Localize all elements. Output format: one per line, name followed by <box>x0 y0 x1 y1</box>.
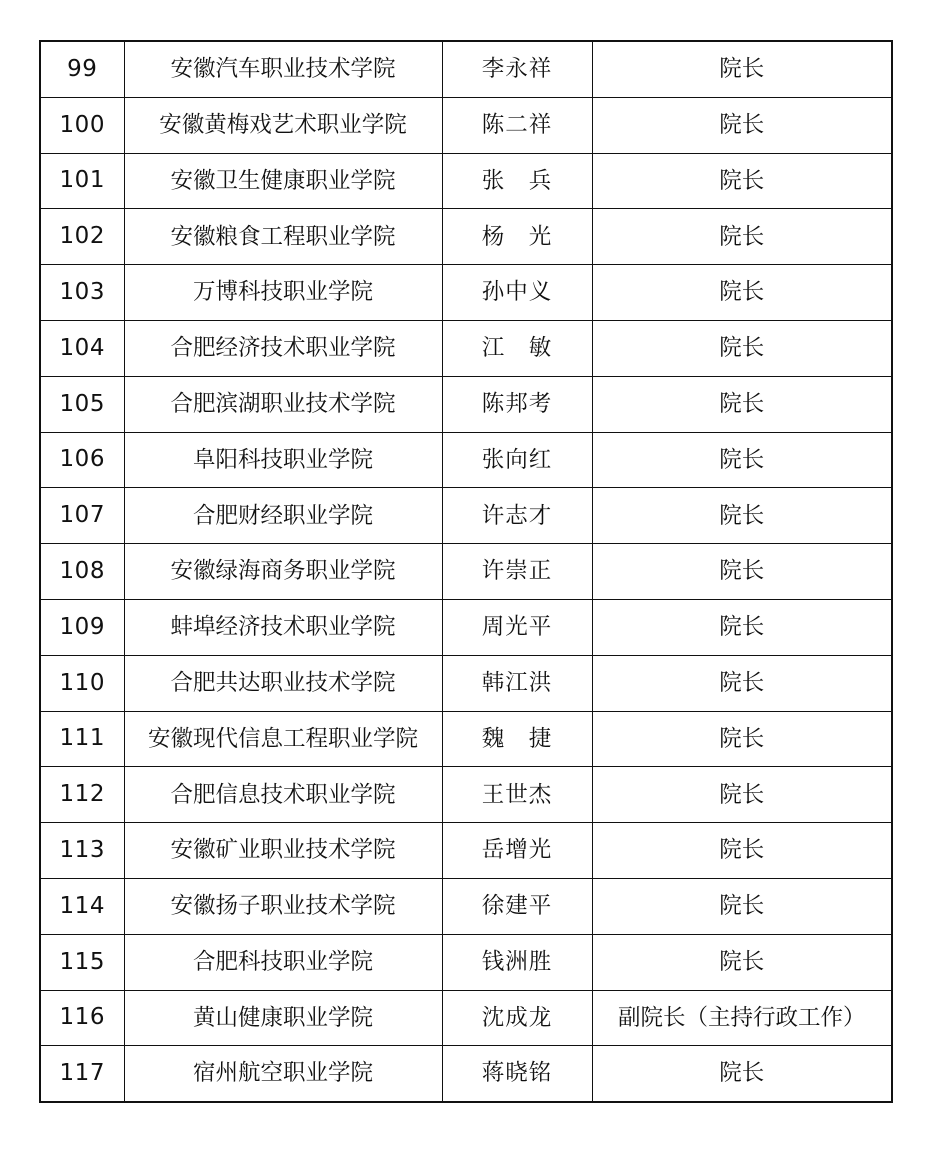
table-row <box>40 97 892 153</box>
person-name-cell: 李永祥 <box>442 41 592 97</box>
position-cell: 院长 <box>592 153 892 209</box>
person-name-cell: 陈二祥 <box>442 97 592 153</box>
person-name-cell: 岳增光 <box>442 823 592 879</box>
table-row <box>40 265 892 321</box>
school-name-cell: 合肥信息技术职业学院 <box>124 767 442 823</box>
person-name-cell: 蒋晓铭 <box>442 1046 592 1102</box>
table-row <box>40 655 892 711</box>
table-body <box>40 41 892 1102</box>
school-name-cell: 安徽现代信息工程职业学院 <box>124 711 442 767</box>
row-number-cell: 112 <box>40 767 124 823</box>
row-number-cell: 109 <box>40 599 124 655</box>
school-name-cell: 合肥科技职业学院 <box>124 934 442 990</box>
position-cell: 院长 <box>592 767 892 823</box>
position-cell: 院长 <box>592 544 892 600</box>
person-name-cell: 钱洲胜 <box>442 934 592 990</box>
row-number-cell: 107 <box>40 488 124 544</box>
school-name-cell: 安徽扬子职业技术学院 <box>124 878 442 934</box>
school-name-cell: 合肥经济技术职业学院 <box>124 320 442 376</box>
principal-roster-table <box>39 40 893 1103</box>
position-cell: 院长 <box>592 655 892 711</box>
position-cell: 院长 <box>592 320 892 376</box>
person-name-cell: 江 敏 <box>442 320 592 376</box>
school-name-cell: 安徽矿业职业技术学院 <box>124 823 442 879</box>
person-name-cell: 魏 捷 <box>442 711 592 767</box>
position-cell: 副院长（主持行政工作） <box>592 990 892 1046</box>
school-name-cell: 安徽黄梅戏艺术职业学院 <box>124 97 442 153</box>
person-name-cell: 许崇正 <box>442 544 592 600</box>
position-cell: 院长 <box>592 1046 892 1102</box>
table-row <box>40 376 892 432</box>
person-name-cell: 沈成龙 <box>442 990 592 1046</box>
row-number-cell: 102 <box>40 209 124 265</box>
person-name-cell: 周光平 <box>442 599 592 655</box>
row-number-cell: 101 <box>40 153 124 209</box>
school-name-cell: 安徽汽车职业技术学院 <box>124 41 442 97</box>
row-number-cell: 113 <box>40 823 124 879</box>
position-cell: 院长 <box>592 265 892 321</box>
row-number-cell: 104 <box>40 320 124 376</box>
school-name-cell: 万博科技职业学院 <box>124 265 442 321</box>
table-row <box>40 934 892 990</box>
position-cell: 院长 <box>592 209 892 265</box>
school-name-cell: 宿州航空职业学院 <box>124 1046 442 1102</box>
position-cell: 院长 <box>592 488 892 544</box>
row-number-cell: 110 <box>40 655 124 711</box>
table-row <box>40 823 892 879</box>
table-row <box>40 153 892 209</box>
person-name-cell: 韩江洪 <box>442 655 592 711</box>
school-name-cell: 蚌埠经济技术职业学院 <box>124 599 442 655</box>
position-cell: 院长 <box>592 878 892 934</box>
row-number-cell: 100 <box>40 97 124 153</box>
row-number-cell: 114 <box>40 878 124 934</box>
person-name-cell: 王世杰 <box>442 767 592 823</box>
school-name-cell: 安徽绿海商务职业学院 <box>124 544 442 600</box>
position-cell: 院长 <box>592 432 892 488</box>
row-number-cell: 105 <box>40 376 124 432</box>
table-row <box>40 599 892 655</box>
row-number-cell: 106 <box>40 432 124 488</box>
person-name-cell: 徐建平 <box>442 878 592 934</box>
position-cell: 院长 <box>592 711 892 767</box>
school-name-cell: 合肥共达职业技术学院 <box>124 655 442 711</box>
table-row <box>40 544 892 600</box>
position-cell: 院长 <box>592 376 892 432</box>
table-row <box>40 488 892 544</box>
person-name-cell: 孙中义 <box>442 265 592 321</box>
table-row <box>40 41 892 97</box>
table-row <box>40 990 892 1046</box>
row-number-cell: 99 <box>40 41 124 97</box>
person-name-cell: 张向红 <box>442 432 592 488</box>
document-page <box>39 40 891 1103</box>
row-number-cell: 117 <box>40 1046 124 1102</box>
school-name-cell: 合肥财经职业学院 <box>124 488 442 544</box>
table-row <box>40 320 892 376</box>
row-number-cell: 115 <box>40 934 124 990</box>
school-name-cell: 安徽卫生健康职业学院 <box>124 153 442 209</box>
person-name-cell: 张 兵 <box>442 153 592 209</box>
person-name-cell: 杨 光 <box>442 209 592 265</box>
position-cell: 院长 <box>592 823 892 879</box>
school-name-cell: 安徽粮食工程职业学院 <box>124 209 442 265</box>
table-row <box>40 1046 892 1102</box>
table-row <box>40 711 892 767</box>
row-number-cell: 116 <box>40 990 124 1046</box>
row-number-cell: 103 <box>40 265 124 321</box>
position-cell: 院长 <box>592 599 892 655</box>
school-name-cell: 阜阳科技职业学院 <box>124 432 442 488</box>
position-cell: 院长 <box>592 934 892 990</box>
position-cell: 院长 <box>592 97 892 153</box>
school-name-cell: 合肥滨湖职业技术学院 <box>124 376 442 432</box>
person-name-cell: 许志才 <box>442 488 592 544</box>
table-row <box>40 209 892 265</box>
person-name-cell: 陈邦考 <box>442 376 592 432</box>
table-row <box>40 767 892 823</box>
position-cell: 院长 <box>592 41 892 97</box>
school-name-cell: 黄山健康职业学院 <box>124 990 442 1046</box>
table-row <box>40 878 892 934</box>
row-number-cell: 108 <box>40 544 124 600</box>
table-row <box>40 432 892 488</box>
row-number-cell: 111 <box>40 711 124 767</box>
